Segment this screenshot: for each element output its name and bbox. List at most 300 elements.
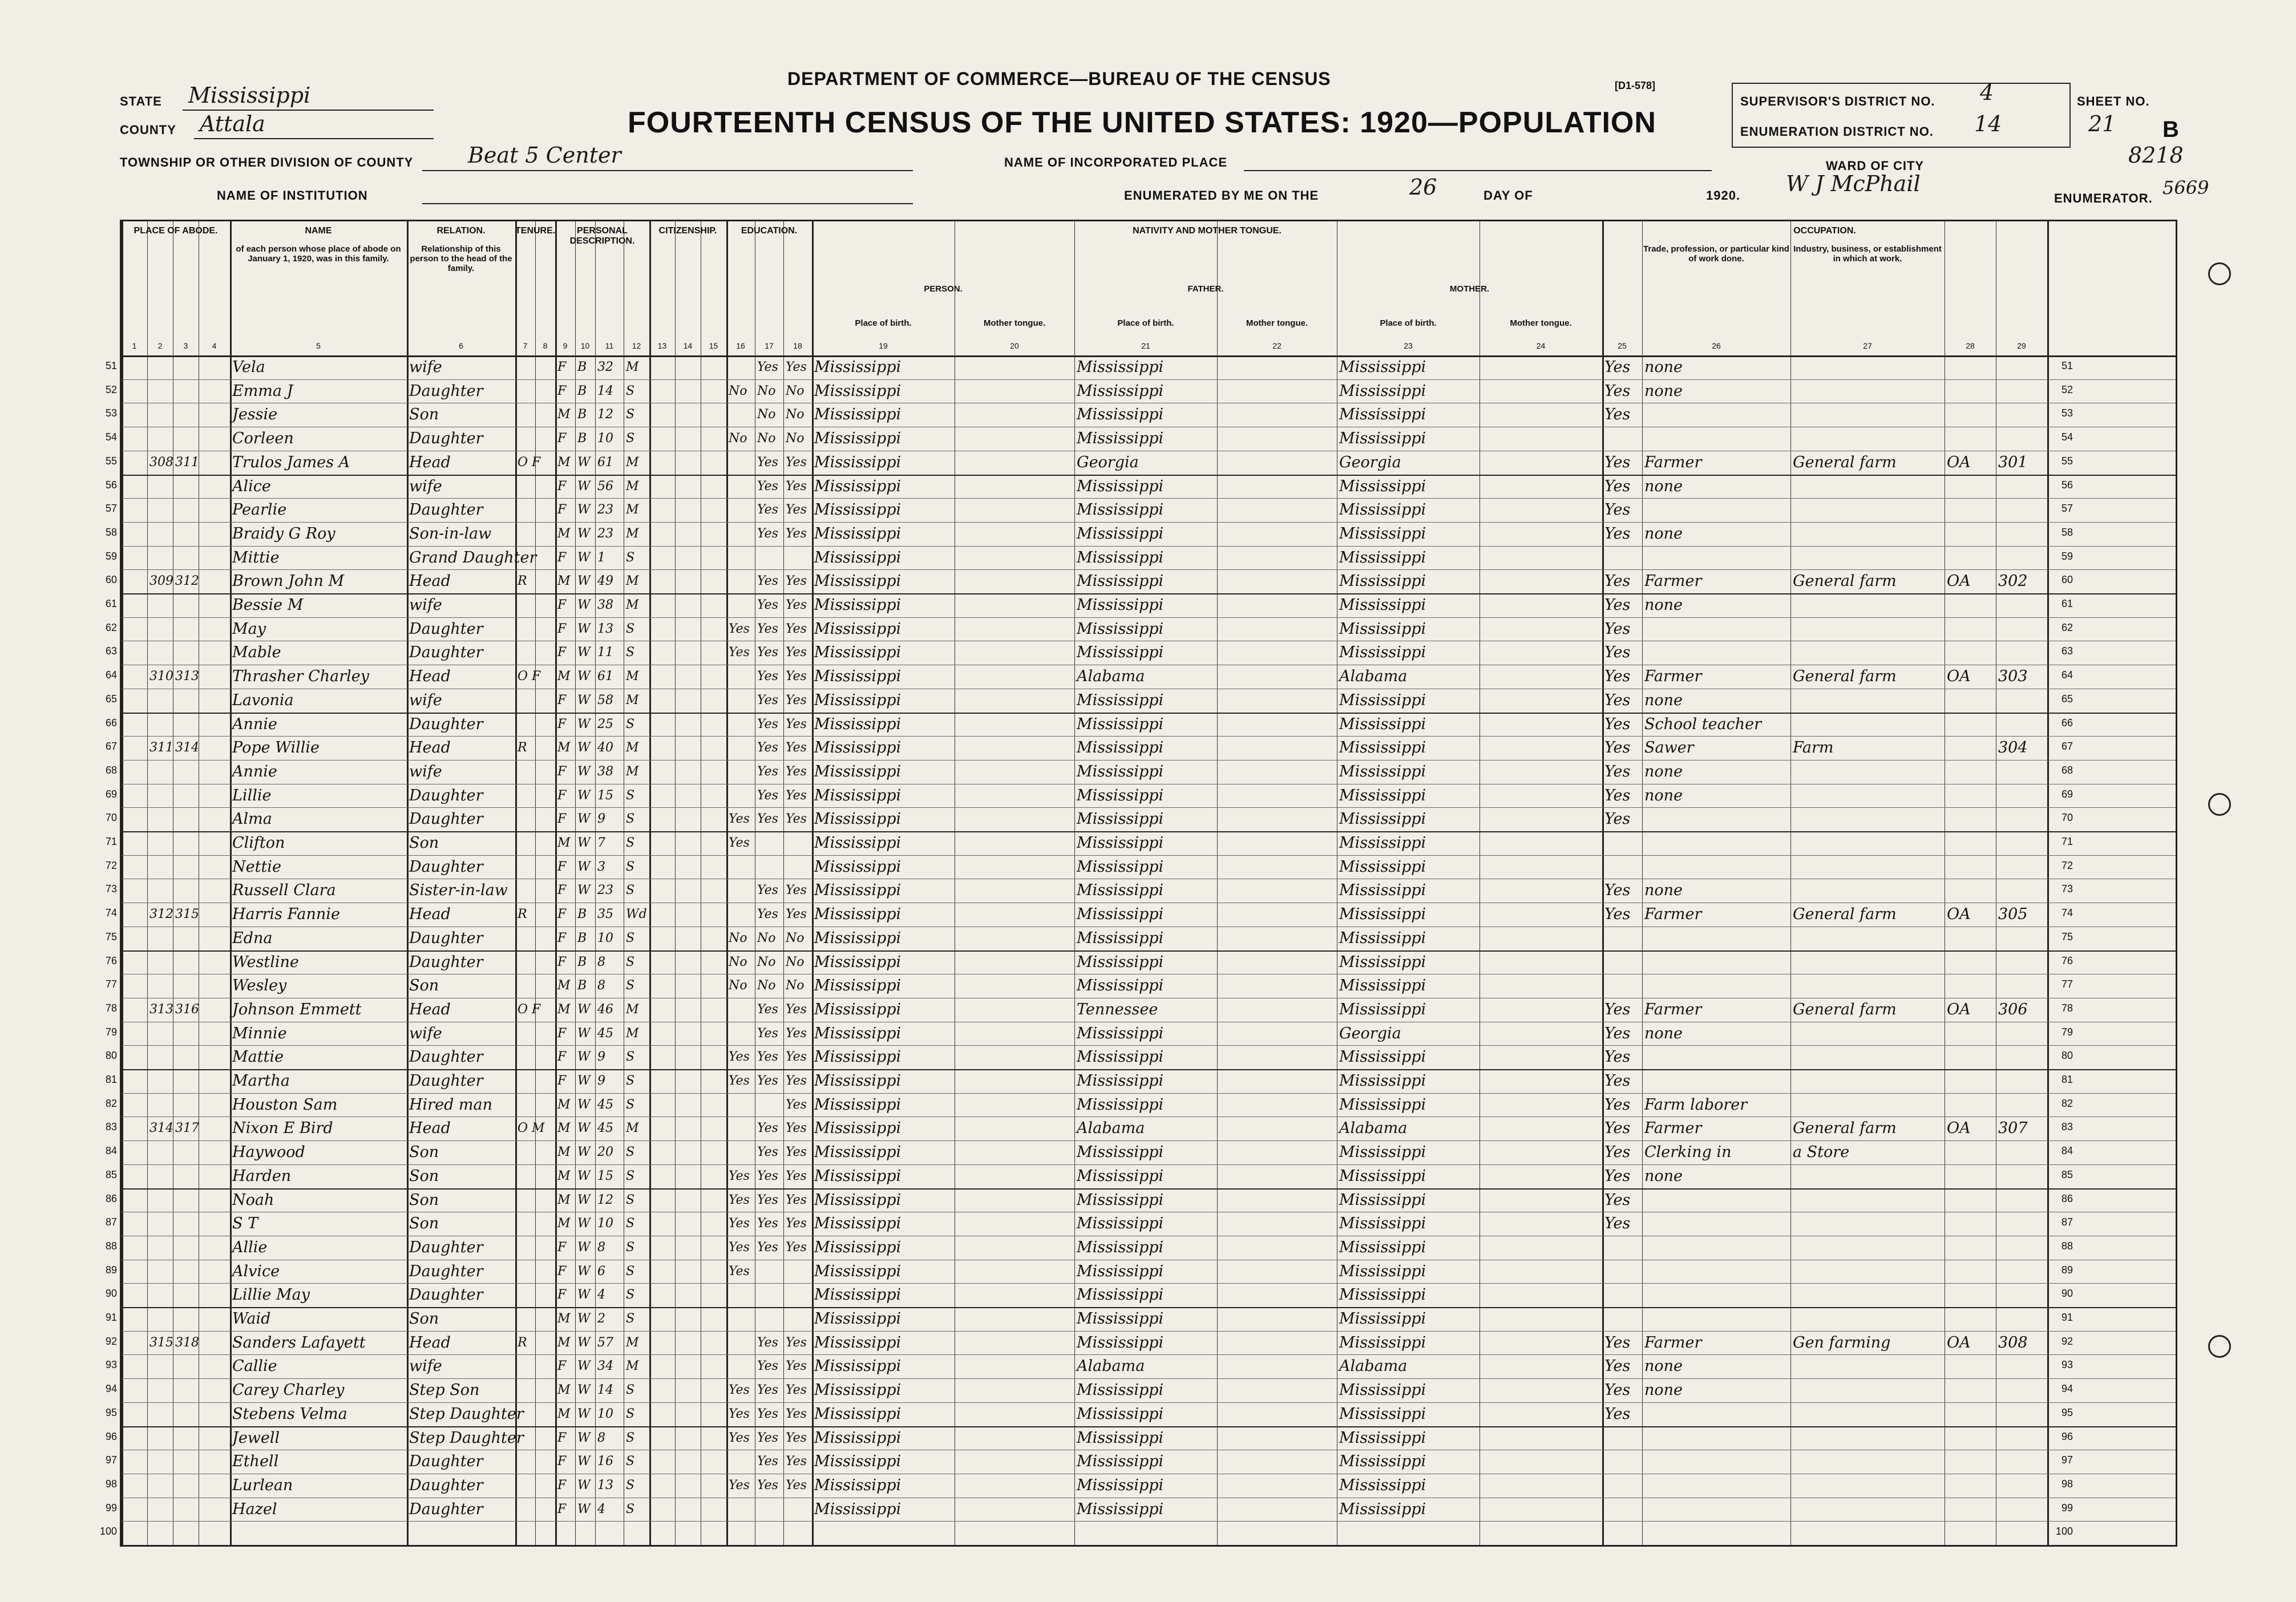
cell-fpob: Mississippi <box>1077 1095 1164 1114</box>
cell-mpob: Mississippi <box>1339 1095 1426 1114</box>
row-divider <box>122 617 2176 618</box>
cell-rel: Head <box>409 453 451 471</box>
cell-rel: Son-in-law <box>409 524 492 543</box>
cell-fpob: Mississippi <box>1077 739 1164 757</box>
cell-rel: Son <box>409 1143 439 1162</box>
cell-sch: Yes <box>729 1264 750 1279</box>
cell-rel: Daughter <box>409 1286 483 1304</box>
cell-fpob: Mississippi <box>1077 1381 1164 1399</box>
cell-farm: 308 <box>1998 1333 2028 1352</box>
cell-mar: M <box>626 360 639 374</box>
cell-wr: Yes <box>786 621 807 636</box>
column-number: 13 <box>657 341 667 350</box>
cell-eng: Yes <box>1604 1405 1631 1423</box>
cell-mar: S <box>626 621 635 636</box>
cell-pob: Mississippi <box>814 1262 902 1280</box>
group-header: RELATION. <box>436 226 486 236</box>
cell-pob: Mississippi <box>814 1453 902 1471</box>
cell-name: Vela <box>232 358 265 376</box>
cell-age: 16 <box>597 1454 613 1469</box>
cell-trade: none <box>1644 762 1683 780</box>
column-divider <box>230 221 232 1545</box>
cell-age: 11 <box>597 645 613 660</box>
cell-mar: S <box>626 788 635 803</box>
cell-rel: Daughter <box>409 430 483 448</box>
row-number: 86 <box>105 1192 117 1204</box>
cell-fpob: Mississippi <box>1077 1215 1164 1233</box>
cell-fpob: Mississippi <box>1077 881 1164 900</box>
cell-race: W <box>577 1335 591 1350</box>
cell-race: W <box>577 1192 591 1207</box>
cell-fpob: Mississippi <box>1077 715 1164 733</box>
column-number: 1 <box>132 341 137 350</box>
cell-mpob: Mississippi <box>1339 1215 1426 1233</box>
cell-name: Alma <box>232 810 272 828</box>
cell-fpob: Mississippi <box>1077 1310 1164 1328</box>
group-header: PLACE OF ABODE. <box>134 226 218 236</box>
cell-mar: S <box>626 645 635 660</box>
cell-pob: Mississippi <box>814 1238 902 1256</box>
column-divider <box>575 221 576 1545</box>
cell-race: W <box>577 1097 591 1112</box>
cell-race: W <box>577 621 591 636</box>
row-number: 85 <box>2061 1168 2073 1180</box>
row-number: 97 <box>2061 1454 2073 1466</box>
cell-trade: none <box>1644 786 1683 804</box>
cell-rd: Yes <box>757 693 778 707</box>
cell-sex: M <box>557 836 571 850</box>
column-header: Trade, profession, or particular kind of work done. <box>1643 244 1789 264</box>
cell-pob: Mississippi <box>814 762 902 780</box>
cell-trade: Farmer <box>1644 1119 1702 1138</box>
cell-name: Callie <box>232 1357 277 1376</box>
cell-sch: No <box>729 931 747 945</box>
row-number: 54 <box>2061 431 2073 443</box>
row-number: 57 <box>2061 503 2073 515</box>
enumerator-code: 5669 <box>2162 177 2209 199</box>
cell-mpob: Mississippi <box>1339 953 1426 971</box>
cell-race: W <box>577 1050 591 1065</box>
cell-wr: Yes <box>786 1168 807 1183</box>
cell-age: 32 <box>597 360 613 374</box>
column-header: Industry, business, or establishment in which at work. <box>1793 244 1942 264</box>
cell-race: W <box>577 1002 591 1017</box>
cell-age: 14 <box>597 383 613 398</box>
cell-wr: No <box>786 383 805 398</box>
cell-sex: M <box>557 669 571 684</box>
cell-mpob: Mississippi <box>1339 1286 1426 1304</box>
cell-mar: M <box>626 455 639 470</box>
cell-mar: M <box>626 669 639 684</box>
cell-pob: Mississippi <box>814 1072 902 1090</box>
cell-trade: none <box>1644 691 1683 709</box>
cell-mpob: Georgia <box>1339 1024 1401 1042</box>
cell-sch: Yes <box>729 1478 750 1492</box>
cell-own: O F <box>518 455 541 470</box>
cell-wr: Yes <box>786 574 807 589</box>
incorporated-label: NAME OF INCORPORATED PLACE <box>1004 155 1228 169</box>
cell-age: 40 <box>597 741 613 755</box>
cell-mpob: Mississippi <box>1339 524 1426 543</box>
row-number: 73 <box>2061 883 2073 895</box>
cell-rd: Yes <box>757 1002 778 1017</box>
row-divider <box>122 1164 2176 1165</box>
cell-sex: M <box>557 1097 571 1112</box>
cell-wr: Yes <box>786 645 807 660</box>
row-number: 82 <box>105 1097 117 1109</box>
column-divider <box>407 221 409 1545</box>
cell-age: 8 <box>597 978 605 993</box>
column-divider <box>783 221 784 1545</box>
cell-race: W <box>577 883 591 898</box>
cell-wr: Yes <box>786 669 807 684</box>
column-number: 14 <box>683 341 693 350</box>
column-header: Mother tongue. <box>983 318 1046 328</box>
cell-farm: 307 <box>1998 1119 2028 1138</box>
cell-pob: Mississippi <box>814 572 902 590</box>
cell-wr: Yes <box>786 1383 807 1398</box>
cell-rel: Hired man <box>409 1095 493 1114</box>
year-label: 1920. <box>1706 188 1741 203</box>
cell-sex: M <box>557 741 571 755</box>
row-number: 98 <box>105 1478 117 1490</box>
cell-fpob: Mississippi <box>1077 477 1164 495</box>
cell-mpob: Mississippi <box>1339 1262 1426 1280</box>
cell-race: W <box>577 859 591 874</box>
cell-fpob: Mississippi <box>1077 548 1164 567</box>
cell-mar: S <box>626 1050 635 1065</box>
cell-sch: No <box>729 383 747 398</box>
cell-pob: Mississippi <box>814 953 902 971</box>
cell-fam: 317 <box>175 1121 199 1136</box>
cell-rel: Daughter <box>409 715 483 733</box>
cell-trade: none <box>1644 1024 1683 1042</box>
cell-race: W <box>577 1502 591 1516</box>
cell-ind: General farm <box>1793 905 1897 924</box>
state-label: STATE <box>120 94 162 108</box>
cell-rel: Daughter <box>409 620 483 638</box>
cell-rd: Yes <box>757 645 778 660</box>
township-value: Beat 5 Center <box>468 143 621 168</box>
cell-age: 34 <box>597 1359 613 1374</box>
cell-pob: Mississippi <box>814 358 902 376</box>
cell-age: 8 <box>597 1240 605 1255</box>
cell-mpob: Mississippi <box>1339 1072 1426 1090</box>
row-number: 94 <box>105 1383 117 1395</box>
cell-name: Ethell <box>232 1453 279 1471</box>
cell-rel: Head <box>409 739 451 757</box>
cell-race: W <box>577 669 591 684</box>
cell-name: May <box>232 620 266 638</box>
column-number: 8 <box>543 341 548 350</box>
row-divider <box>122 1283 2176 1284</box>
punch-hole <box>2208 262 2231 285</box>
column-divider <box>1217 221 1218 1545</box>
cell-mar: S <box>626 859 635 874</box>
column-number: 17 <box>765 341 774 350</box>
cell-rel: Daughter <box>409 501 483 519</box>
row-number: 71 <box>2061 836 2073 847</box>
cell-pob: Mississippi <box>814 524 902 543</box>
cell-ind: General farm <box>1793 1119 1897 1138</box>
cell-fpob: Mississippi <box>1077 1500 1164 1518</box>
cell-age: 15 <box>597 1168 613 1183</box>
cell-fpob: Mississippi <box>1077 1262 1164 1280</box>
cell-rel: Daughter <box>409 1476 483 1494</box>
cell-name: Lillie May <box>232 1286 310 1304</box>
cell-race: W <box>577 1121 591 1136</box>
cell-fpob: Mississippi <box>1077 691 1164 709</box>
cell-sex: F <box>557 598 567 612</box>
cell-pob: Mississippi <box>814 786 902 804</box>
column-number: 5 <box>316 341 321 350</box>
cell-mar: S <box>626 812 635 827</box>
cell-pob: Mississippi <box>814 406 902 424</box>
cell-pob: Mississippi <box>814 548 902 567</box>
cell-fpob: Mississippi <box>1077 1024 1164 1042</box>
cell-fpob: Mississippi <box>1077 1453 1164 1471</box>
cell-race: W <box>577 479 591 493</box>
cell-mpob: Mississippi <box>1339 477 1426 495</box>
row-number: 71 <box>105 836 117 847</box>
row-number: 79 <box>105 1026 117 1038</box>
cell-sex: F <box>557 550 567 565</box>
cell-mpob: Mississippi <box>1339 715 1426 733</box>
cell-sch: Yes <box>729 645 750 660</box>
cell-cls: OA <box>1947 1119 1971 1138</box>
cell-mpob: Mississippi <box>1339 382 1426 400</box>
column-number: 23 <box>1404 341 1413 350</box>
cell-pob: Mississippi <box>814 739 902 757</box>
row-number: 68 <box>2061 764 2073 776</box>
cell-race: W <box>577 598 591 612</box>
cell-fpob: Tennessee <box>1077 1000 1158 1018</box>
cell-ind: a Store <box>1793 1143 1850 1162</box>
cell-trade: Clerking in <box>1644 1143 1732 1162</box>
cell-pob: Mississippi <box>814 715 902 733</box>
cell-farm: 302 <box>1998 572 2028 590</box>
row-divider <box>122 807 2176 808</box>
column-number: 24 <box>1536 341 1546 350</box>
cell-pob: Mississippi <box>814 1024 902 1042</box>
column-divider <box>2047 221 2049 1545</box>
cell-rel: wife <box>409 596 442 614</box>
cell-rd: Yes <box>757 1192 778 1207</box>
cell-mar: S <box>626 954 635 969</box>
cell-sex: M <box>557 455 571 470</box>
row-number: 79 <box>2061 1026 2073 1038</box>
cell-wr: Yes <box>786 1121 807 1136</box>
cell-name: Mattie <box>232 1048 284 1066</box>
cell-race: W <box>577 574 591 589</box>
row-divider <box>122 1378 2176 1379</box>
cell-pob: Mississippi <box>814 1119 902 1138</box>
cell-name: Trulos James A <box>232 453 350 471</box>
sheet-label: SHEET NO. <box>2077 94 2150 108</box>
cell-eng: Yes <box>1604 1357 1631 1376</box>
cell-pob: Mississippi <box>814 501 902 519</box>
cell-fpob: Mississippi <box>1077 596 1164 614</box>
row-divider <box>122 498 2176 499</box>
cell-race: W <box>577 526 591 541</box>
cell-wr: Yes <box>786 479 807 493</box>
department-title: DEPARTMENT OF COMMERCE—BUREAU OF THE CENSUS <box>787 68 1331 89</box>
row-number: 67 <box>105 741 117 753</box>
cell-race: W <box>577 1264 591 1279</box>
row-number: 92 <box>2061 1335 2073 1347</box>
row-number: 66 <box>105 717 117 729</box>
cell-race: W <box>577 1383 591 1398</box>
column-number: 10 <box>580 341 590 350</box>
cell-pob: Mississippi <box>814 1357 902 1376</box>
cell-wr: Yes <box>786 1145 807 1160</box>
cell-mar: S <box>626 717 635 731</box>
cell-mpob: Mississippi <box>1339 810 1426 828</box>
cell-wr: No <box>786 431 805 446</box>
cell-eng: Yes <box>1604 1381 1631 1399</box>
row-number: 56 <box>2061 479 2073 491</box>
cell-sex: M <box>557 1168 571 1183</box>
cell-mar: S <box>626 550 635 565</box>
cell-rd: Yes <box>757 1335 778 1350</box>
group-header: PERSONAL DESCRIPTION. <box>569 226 635 246</box>
cell-mar: S <box>626 1192 635 1207</box>
cell-name: Edna <box>232 929 273 947</box>
cell-age: 7 <box>597 836 605 850</box>
cell-mar: S <box>626 1240 635 1255</box>
cell-name: Brown John M <box>232 572 345 590</box>
column-number: 28 <box>1966 341 1975 350</box>
cell-pob: Mississippi <box>814 810 902 828</box>
cell-ind: General farm <box>1793 668 1897 686</box>
cell-name: Westline <box>232 953 299 971</box>
cell-eng: Yes <box>1604 668 1631 686</box>
row-number: 73 <box>105 883 117 895</box>
row-number: 60 <box>105 574 117 586</box>
cell-mar: S <box>626 1454 635 1469</box>
cell-rd: Yes <box>757 526 778 541</box>
cell-sch: Yes <box>729 1074 750 1088</box>
cell-name: Thrasher Charley <box>232 668 370 686</box>
cell-eng: Yes <box>1604 810 1631 828</box>
cell-wr: Yes <box>786 455 807 470</box>
cell-sex: F <box>557 883 567 898</box>
cell-eng: Yes <box>1604 1072 1631 1090</box>
row-divider <box>122 1045 2176 1046</box>
cell-wr: Yes <box>786 503 807 517</box>
cell-rd: Yes <box>757 1406 778 1421</box>
cell-trade: Farmer <box>1644 668 1702 686</box>
row-divider <box>122 1521 2176 1522</box>
cell-mpob: Mississippi <box>1339 691 1426 709</box>
cell-race: B <box>577 907 587 922</box>
cell-age: 4 <box>597 1502 605 1516</box>
cell-age: 10 <box>597 1406 613 1421</box>
cell-race: W <box>577 1430 591 1445</box>
cell-mpob: Mississippi <box>1339 1405 1426 1423</box>
cell-name: Lavonia <box>232 691 294 709</box>
cell-race: B <box>577 383 587 398</box>
cell-sch: Yes <box>729 1192 750 1207</box>
cell-sch: Yes <box>729 836 750 850</box>
cell-name: Russell Clara <box>232 881 336 900</box>
cell-fam: 316 <box>175 1002 199 1017</box>
cell-fpob: Mississippi <box>1077 406 1164 424</box>
cell-sex: F <box>557 1240 567 1255</box>
cell-rel: Son <box>409 406 439 424</box>
cell-mpob: Mississippi <box>1339 620 1426 638</box>
column-header: Place of birth. <box>855 318 912 328</box>
cell-mar: M <box>626 1121 639 1136</box>
cell-mar: M <box>626 1002 639 1017</box>
row-number: 59 <box>2061 550 2073 562</box>
cell-pob: Mississippi <box>814 620 902 638</box>
cell-wr: Yes <box>786 598 807 612</box>
cell-fpob: Mississippi <box>1077 762 1164 780</box>
cell-sex: M <box>557 1312 571 1326</box>
cell-rel: Daughter <box>409 1238 483 1256</box>
cell-pob: Mississippi <box>814 857 902 876</box>
cell-ind: Gen farming <box>1793 1333 1891 1352</box>
cell-name: Pearlie <box>232 501 287 519</box>
row-divider <box>122 522 2176 523</box>
cell-mpob: Alabama <box>1339 1119 1408 1138</box>
row-number: 92 <box>105 1335 117 1347</box>
cell-mpob: Mississippi <box>1339 857 1426 876</box>
group-header: EDUCATION. <box>741 226 798 236</box>
row-number: 77 <box>2061 978 2073 990</box>
cell-pob: Mississippi <box>814 430 902 448</box>
cell-eng: Yes <box>1604 715 1631 733</box>
cell-dw: 310 <box>149 669 173 684</box>
cell-mar: M <box>626 526 639 541</box>
cell-fpob: Georgia <box>1077 453 1139 471</box>
row-divider <box>122 736 2176 737</box>
row-number: 72 <box>2061 859 2073 871</box>
column-number: 21 <box>1141 341 1150 350</box>
cell-sex: F <box>557 931 567 945</box>
cell-sex: F <box>557 907 567 922</box>
cell-rel: wife <box>409 358 442 376</box>
group-header: OCCUPATION. <box>1793 226 1856 236</box>
cell-name: Nettie <box>232 857 281 876</box>
column-divider <box>1074 221 1075 1545</box>
cell-rel: wife <box>409 762 442 780</box>
cell-age: 61 <box>597 669 613 684</box>
row-number: 81 <box>105 1074 117 1085</box>
row-number: 75 <box>105 931 117 942</box>
cell-age: 9 <box>597 1050 605 1065</box>
cell-rel: wife <box>409 1357 442 1376</box>
cell-mpob: Mississippi <box>1339 786 1426 804</box>
cell-pob: Mississippi <box>814 453 902 471</box>
cell-cls: OA <box>1947 453 1971 471</box>
column-number: 2 <box>157 341 163 350</box>
cell-rel: Head <box>409 1119 451 1138</box>
cell-fpob: Alabama <box>1077 1119 1145 1138</box>
cell-age: 38 <box>597 764 613 779</box>
cell-trade: none <box>1644 382 1683 400</box>
cell-rd: Yes <box>757 621 778 636</box>
column-number: 27 <box>1863 341 1872 350</box>
cell-race: B <box>577 431 587 446</box>
cell-pob: Mississippi <box>814 691 902 709</box>
cell-race: B <box>577 360 587 374</box>
cell-name: Johnson Emmett <box>232 1000 362 1018</box>
cell-rd: Yes <box>757 1050 778 1065</box>
cell-rel: Daughter <box>409 810 483 828</box>
cell-pob: Mississippi <box>814 1333 902 1352</box>
